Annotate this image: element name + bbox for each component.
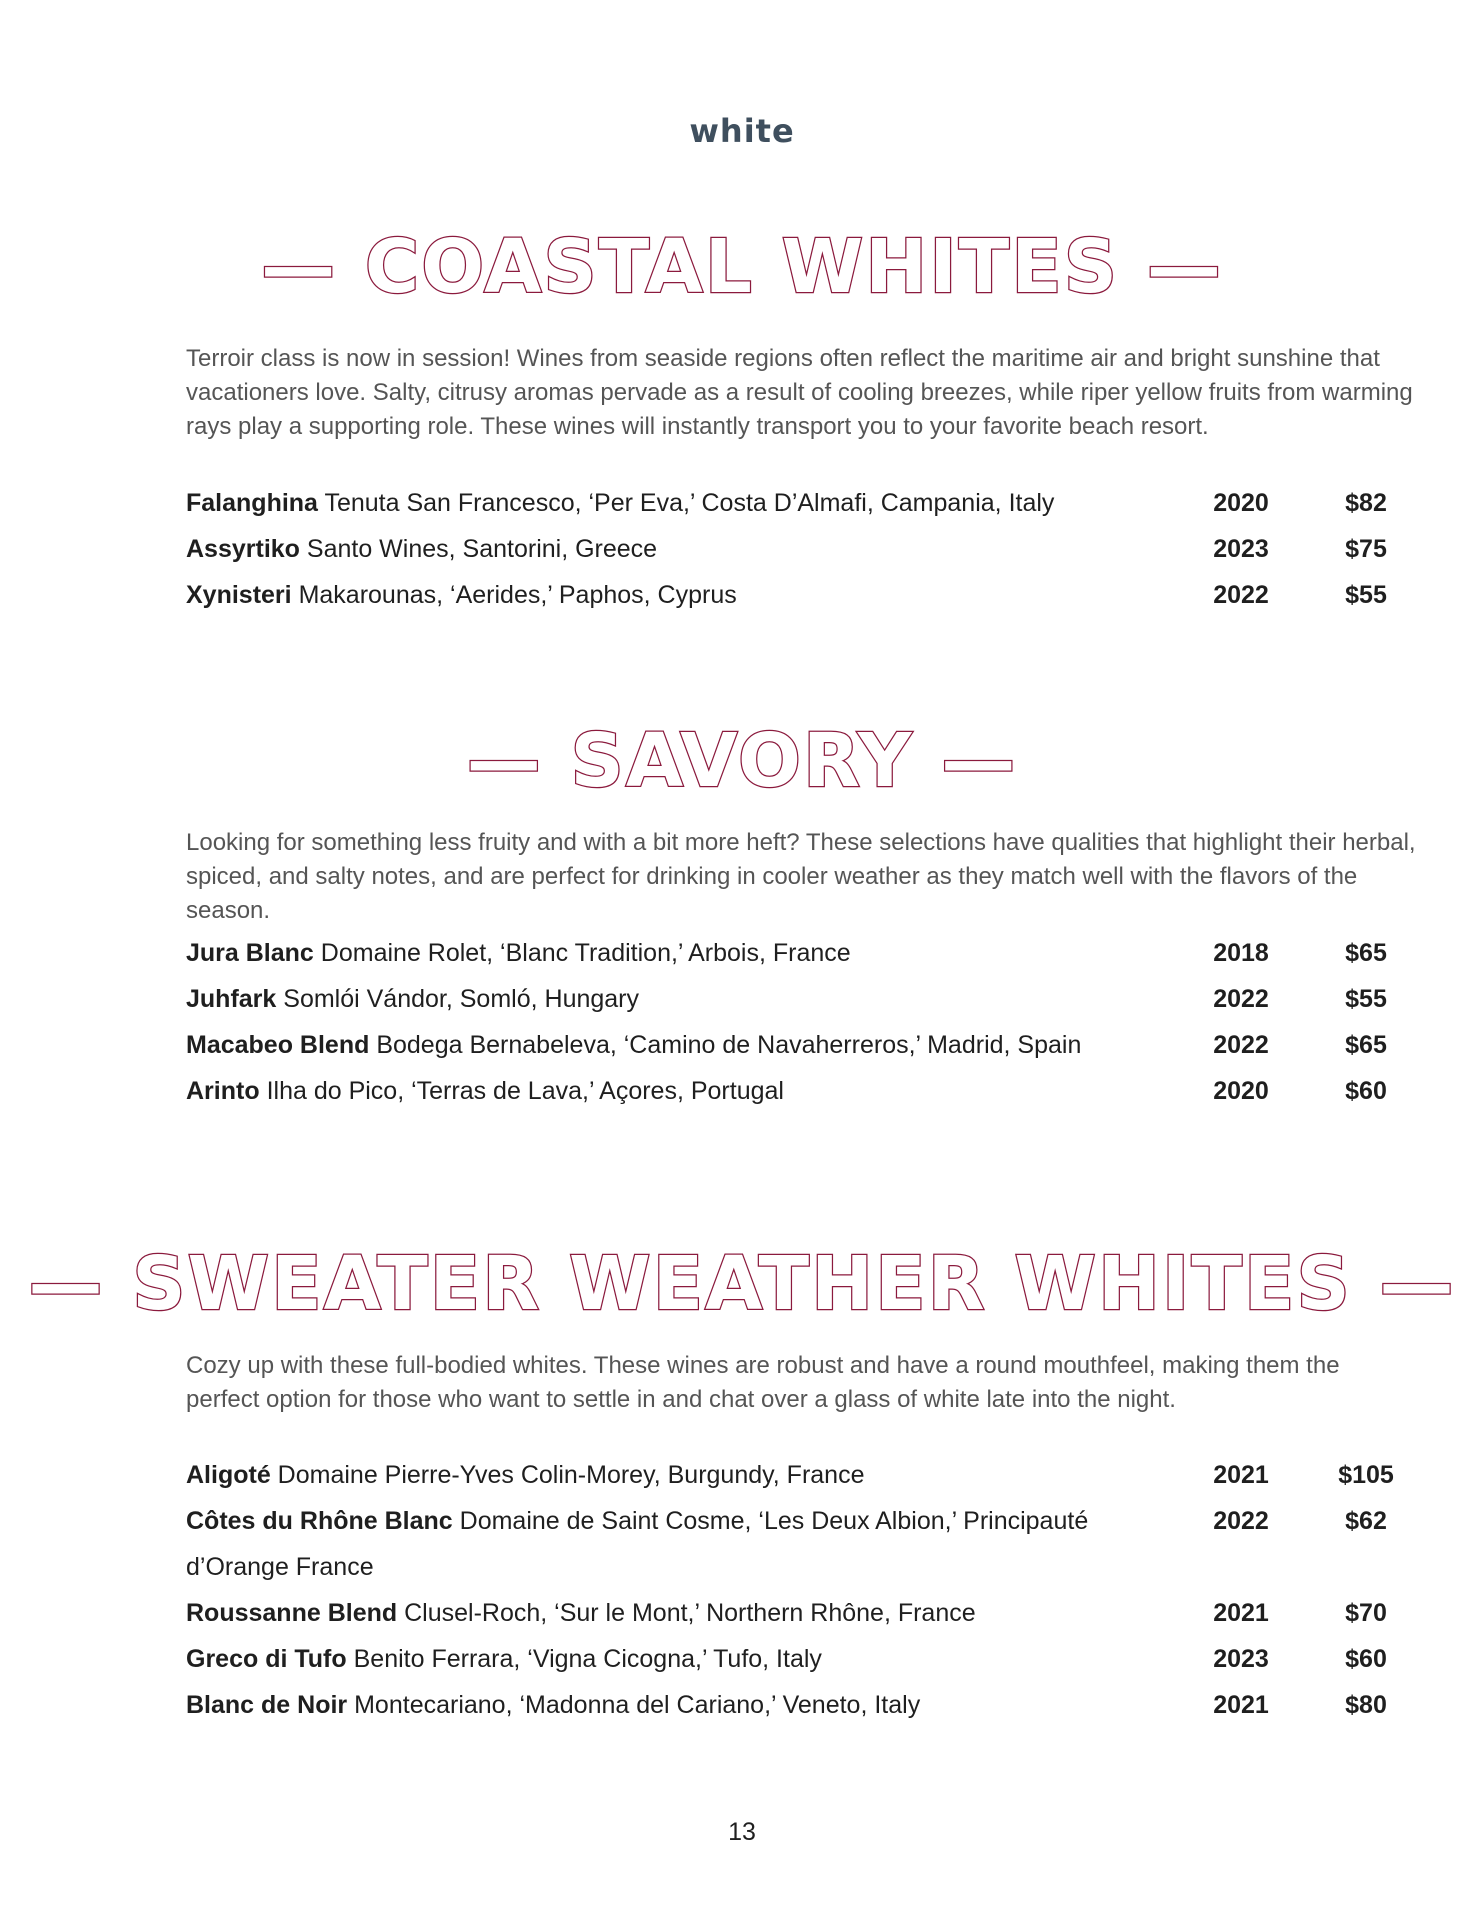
wine-description-cell [186, 1685, 1126, 1725]
section-title-coastal-whites: — COASTAL WHITES — [261, 224, 1223, 310]
section-intro-coastal-whites: Terroir class is now in session! Wines from seaside regions often reflect the maritime air and bright sunshine that vacationers love. Salty, citrusy aromas pervade as a result of cooling breezes, while riper yellow fruits from warming rays play a supporting role. These wines will instantly transport you to your favorite beach resort. [186, 345, 1413, 440]
wine-varietal: Assyrtiko [186, 535, 300, 563]
wine-producer: Makarounas, ‘Aerides,’ Paphos, Cyprus [298, 581, 737, 609]
wine-row [186, 1455, 1416, 1495]
wine-row [186, 529, 1416, 569]
wine-vintage: 2021 [1213, 1461, 1269, 1489]
wine-description-cell [186, 575, 1126, 615]
wine-description-cell [186, 1593, 1126, 1633]
wine-varietal: Greco di Tufo [186, 1645, 347, 1673]
wine-description-cell [186, 1025, 1126, 1065]
wine-vintage: 2021 [1213, 1691, 1269, 1719]
wine-vintage: 2023 [1213, 1645, 1269, 1673]
wine-row [186, 979, 1416, 1019]
wine-varietal: Jura Blanc [186, 939, 314, 967]
wine-vintage: 2022 [1213, 1507, 1269, 1535]
wine-varietal: Arinto [186, 1077, 260, 1105]
wine-vintage: 2021 [1213, 1599, 1269, 1627]
wine-description-cell [186, 1498, 1126, 1590]
section-title-savory: — SAVORY — [466, 718, 1018, 804]
wine-varietal: Juhfark [186, 985, 277, 1013]
wine-row [186, 1685, 1416, 1725]
wine-varietal: Côtes du Rhône Blanc [186, 1507, 453, 1535]
wine-producer: Domaine Pierre-Yves Colin-Morey, Burgundy, France [277, 1461, 865, 1489]
wine-producer: Montecariano, ‘Madonna del Cariano,’ Veneto, Italy [354, 1691, 921, 1719]
wine-producer: Somlói Vándor, Somló, Hungary [283, 985, 640, 1013]
wine-price: $105 [1338, 1461, 1394, 1489]
wine-price: $80 [1345, 1691, 1387, 1719]
wine-vintage: 2022 [1213, 1031, 1269, 1059]
wine-description-cell [186, 933, 1126, 973]
wine-row [186, 1071, 1416, 1111]
wine-price: $82 [1345, 489, 1387, 517]
wine-producer: Santo Wines, Santorini, Greece [306, 535, 658, 563]
wine-row [186, 1639, 1416, 1679]
wine-description-cell [186, 1455, 1126, 1495]
wine-varietal: Falanghina [186, 489, 318, 517]
wine-varietal: Xynisteri [186, 581, 292, 609]
wine-description-cell [186, 483, 1126, 523]
wine-row [186, 933, 1416, 973]
wine-producer: Domaine Rolet, ‘Blanc Tradition,’ Arbois, France [320, 939, 851, 967]
wine-producer: Ilha do Pico, ‘Terras de Lava,’ Açores, Portugal [266, 1077, 784, 1105]
wine-producer: Clusel-Roch, ‘Sur le Mont,’ Northern Rhône, France [404, 1599, 976, 1627]
wine-vintage: 2022 [1213, 985, 1269, 1013]
wine-row [186, 575, 1416, 615]
wine-producer: Tenuta San Francesco, ‘Per Eva,’ Costa D’Almafi, Campania, Italy [324, 489, 1055, 517]
wine-price: $60 [1345, 1077, 1387, 1105]
wine-vintage: 2022 [1213, 581, 1269, 609]
wine-description-cell [186, 1071, 1126, 1111]
wine-producer: Benito Ferrara, ‘Vigna Cicogna,’ Tufo, Italy [353, 1645, 822, 1673]
wine-price: $65 [1345, 1031, 1387, 1059]
wine-producer: Domaine de Saint Cosme, ‘Les Deux Albion,’ Principauté d’Orange France [186, 1507, 1089, 1581]
wine-vintage: 2023 [1213, 535, 1269, 563]
section-intro-savory: Looking for something less fruity and with a bit more heft? These selections have qualities that highlight their herbal, spiced, and salty notes, and are perfect for drinking in cooler weather as they match well with the flavors of the season. [186, 829, 1416, 924]
wine-row [186, 1025, 1416, 1065]
page-number: 13 [728, 1818, 756, 1846]
wine-row [186, 1501, 1416, 1593]
wine-price: $55 [1345, 985, 1387, 1013]
wine-varietal: Aligoté [186, 1461, 271, 1489]
wine-description-cell [186, 979, 1126, 1019]
wine-price: $65 [1345, 939, 1387, 967]
wine-description-cell [186, 529, 1126, 569]
wine-description-cell [186, 1639, 1126, 1679]
wine-price: $70 [1345, 1599, 1387, 1627]
wine-price: $60 [1345, 1645, 1387, 1673]
wine-producer: Bodega Bernabeleva, ‘Camino de Navaherreros,’ Madrid, Spain [376, 1031, 1082, 1059]
wine-row [186, 1593, 1416, 1633]
wine-price: $55 [1345, 581, 1387, 609]
wine-price: $75 [1345, 535, 1387, 563]
wine-price: $62 [1345, 1507, 1387, 1535]
wine-vintage: 2020 [1213, 489, 1269, 517]
wine-varietal: Roussanne Blend [186, 1599, 398, 1627]
wine-varietal: Macabeo Blend [186, 1031, 370, 1059]
wine-row [186, 483, 1416, 523]
wine-varietal: Blanc de Noir [186, 1691, 348, 1719]
wine-vintage: 2020 [1213, 1077, 1269, 1105]
section-title-sweater-weather-whites: — SWEATER WEATHER WHITES — [28, 1241, 1456, 1327]
section-intro-sweater-weather-whites: Cozy up with these full-bodied whites. These wines are robust and have a round mouthfeel, making them the perfect option for those who want to settle in and chat over a glass of white late into the night. [186, 1352, 1340, 1413]
page-label: white [689, 112, 795, 150]
wine-vintage: 2018 [1213, 939, 1269, 967]
